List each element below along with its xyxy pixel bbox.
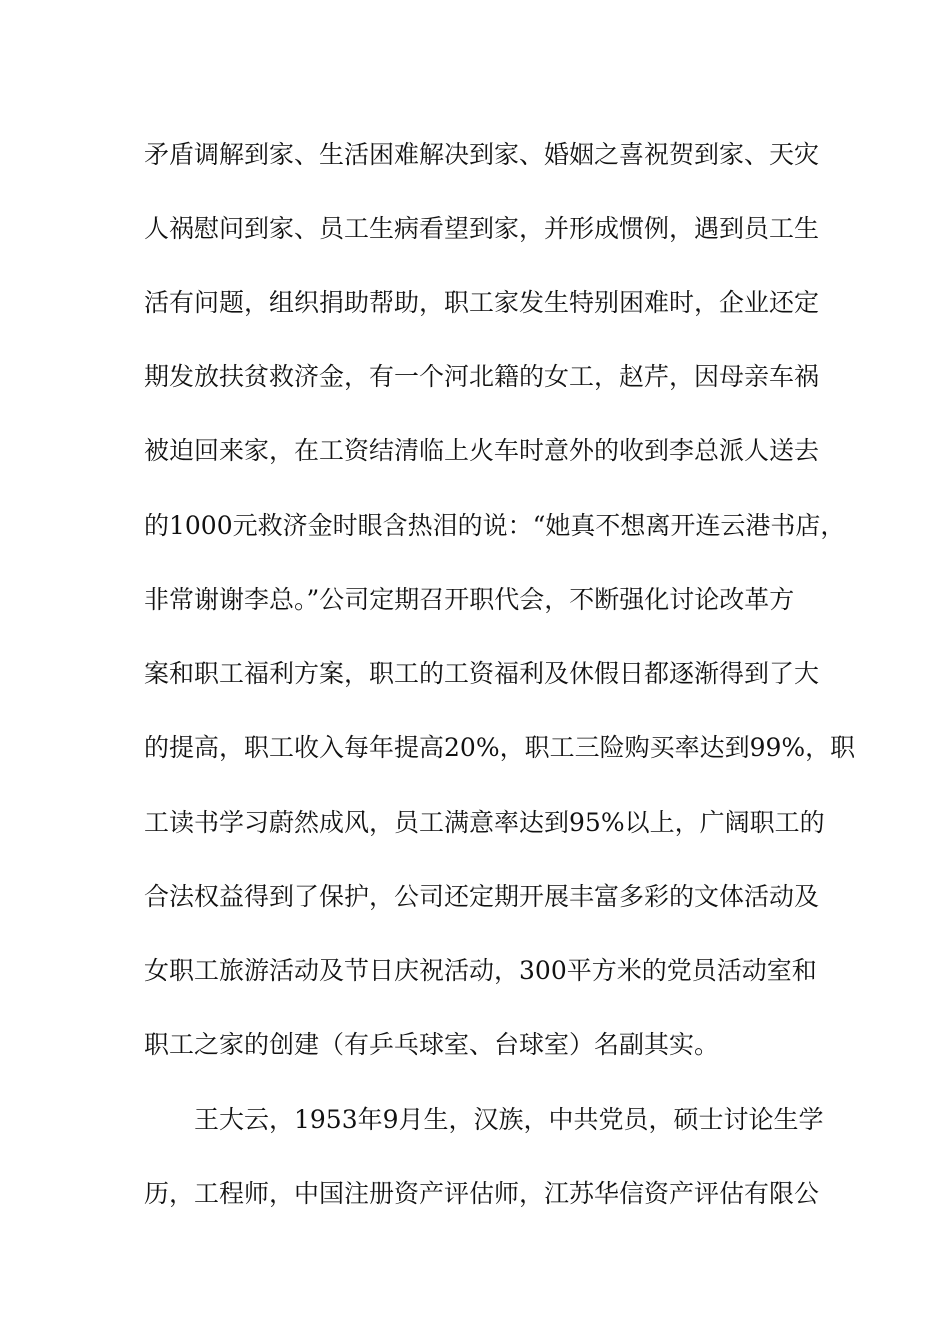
paragraph-line: 活有问题，组织捐助帮助，职工家发生特别困难时，企业还定 [144,288,820,317]
paragraph-line: 的1000元救济金时眼含热泪的说：“她真不想离开连云港书店， [144,511,846,540]
paragraph-line: 期发放扶贫救济金，有一个河北籍的女工，赵芹，因母亲车祸 [144,362,820,391]
paragraph-line: 女职工旅游活动及节日庆祝活动，300平方米的党员活动室和 [144,956,817,985]
paragraph-line: 被迫回来家，在工资结清临上火车时意外的收到李总派人送去 [144,436,820,465]
paragraph-line: 人祸慰问到家、员工生病看望到家，并形成惯例，遇到员工生 [144,214,820,243]
paragraph-line: 历，工程师，中国注册资产评估师，江苏华信资产评估有限公 [144,1179,820,1208]
paragraph-line: 案和职工福利方案，职工的工资福利及休假日都逐渐得到了大 [144,659,820,688]
paragraph-line: 合法权益得到了保护，公司还定期开展丰富多彩的文体活动及 [144,882,820,911]
paragraph-line: 的提高，职工收入每年提高20%，职工三险购买率达到99%，职 [144,733,856,762]
paragraph-line: 工读书学习蔚然成风，员工满意率达到95%以上，广阔职工的 [144,808,825,837]
paragraph-first-line: 王大云，1953年9月生，汉族，中共党员，硕士讨论生学 [194,1105,824,1134]
paragraph-line: 非常谢谢李总。”公司定期召开职代会，不断强化讨论改革方 [144,585,795,614]
paragraph-line: 职工之家的创建（有乒乓球室、台球室）名副其实。 [144,1030,720,1059]
paragraph-line: 矛盾调解到家、生活困难解决到家、婚姻之喜祝贺到家、天灾 [144,140,820,169]
